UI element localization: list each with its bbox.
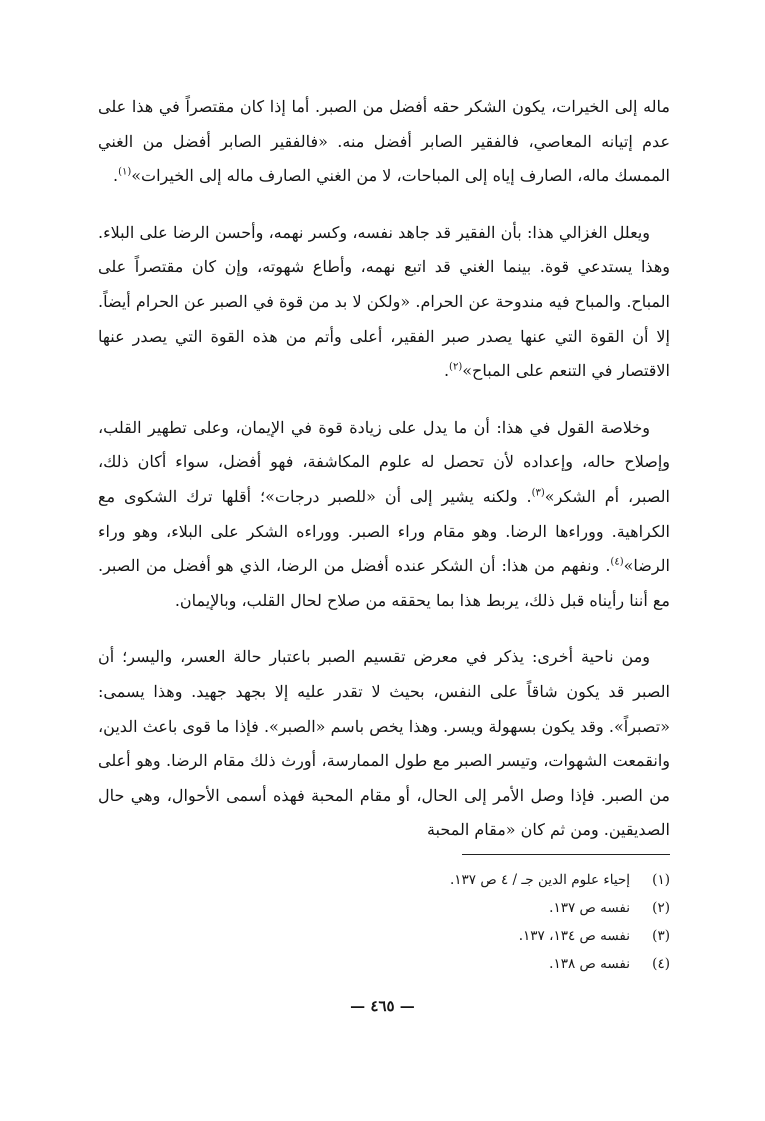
main-text: [98, 90, 670, 870]
text-run: . ونفهم من هذا: أن الشكر عنده أفضل من الرضا، الذي هو أفضل من الصبر. مع أننا رأيناه قبل ذلك، يربط هذا بما يحققه من صلاح لحال القلب، وبالإيمان.: [98, 556, 670, 610]
footnote-ref: (٢): [449, 361, 463, 373]
footnote-ref: (١): [118, 166, 132, 178]
footnote-ref: (٣): [531, 487, 545, 499]
paragraph-4: [98, 640, 670, 848]
text-run: ومن ناحية أخرى: يذكر في معرض تقسيم الصبر باعتبار حالة العسر، واليسر؛ أن الصبر قد يكون شاقاً على النفس، بحيث لا تقدر عليه إلا بجهد جهيد. وهذا يسمى: «تصبراً». وقد يكون بسهولة ويسر. وهذا يخص باسم «الصبر». فإذا ما قوى باعث الدين، وانقمعت الشهوات، وتيسر الصبر مع طول الممارسة، أورث ذلك مقام الرضا. وهو أعلى من الصبر. فإذا وصل الأمر إلى الحال، أو مقام المحبة فهذه أسمى الأحوال، وهي حال الصديقين. ومن ثم كان «مقام المحبة: [98, 647, 670, 840]
text-run: وخلاصة القول في هذا: أن ما يدل على زيادة قوة في الإيمان، وعلى تطهير القلب، وإصلاح حاله، وإعداده لأن تحصل له علوم المكاشفة، فهو أفضل، سواء أكان ذلك، الصبر، أم الشكر»: [98, 417, 671, 506]
footnote-number: (٤): [652, 956, 670, 972]
footnote-divider: [462, 854, 670, 855]
paragraph-2: [98, 216, 670, 389]
text-run: .: [112, 166, 119, 186]
footnote-number: (٢): [652, 900, 670, 916]
footnote-text: نفسه ص ١٣٨.: [549, 956, 630, 972]
paragraph-1: [98, 90, 670, 194]
text-run: ويعلل الغزالي هذا: بأن الفقير قد جاهد نفسه، وكسر نهمه، وأحسن الرضا على البلاء. وهذا يستدعي قوة. بينما الغني قد اتبع نهمه، وأطاع شهوته، وإن كان مقتصراً على المباح. والمباح فيه مندوحة عن الحرام. «ولكن لا بد من قوة في الصبر عن الحرام أيضاً. إلا أن القوة التي عنها يصدر صبر الفقير، أعلى وأتم من هذه القوة التي يصدر عنها الاقتصار في التنعم على المباح»: [98, 222, 670, 381]
footnote-ref: (٤): [610, 556, 624, 568]
footnote-2: [98, 894, 670, 922]
footnote-number: (١): [652, 872, 670, 888]
footnote-text: نفسه ص ١٣٤، ١٣٧.: [518, 928, 630, 944]
text-run: . ولكنه يشير إلى أن «للصبر درجات»؛ أقلها ترك الشكوى مع الكراهية. ووراءها الرضا. وهو مقام وراء الصبر. ووراءه الشكر على البلاء، وهو وراء الرضا»: [98, 486, 670, 576]
text-run: .: [443, 361, 450, 381]
text-run: ماله إلى الخيرات، يكون الشكر حقه أفضل من الصبر. أما إذا كان مقتصراً في هذا على عدم إتيانه المعاصي، فالفقير الصابر أفضل منه. «فالفقير الصابر أفضل من الغني الممسك ماله، الصارف إياه إلى المباحات، لا من الغني الصارف ماله إلى الخيرات»: [98, 97, 670, 186]
page-number: — ٤٦٥ —: [350, 997, 415, 1015]
footnote-number: (٣): [652, 928, 670, 944]
footnotes: [98, 866, 670, 978]
footnote-3: [98, 922, 670, 950]
footnote-1: [98, 866, 670, 894]
footnote-text: إحياء علوم الدين جـ / ٤ ص ١٣٧.: [449, 872, 630, 888]
footnote-4: [98, 950, 670, 978]
footnote-text: نفسه ص ١٣٧.: [549, 900, 630, 916]
paragraph-3: [98, 411, 670, 619]
